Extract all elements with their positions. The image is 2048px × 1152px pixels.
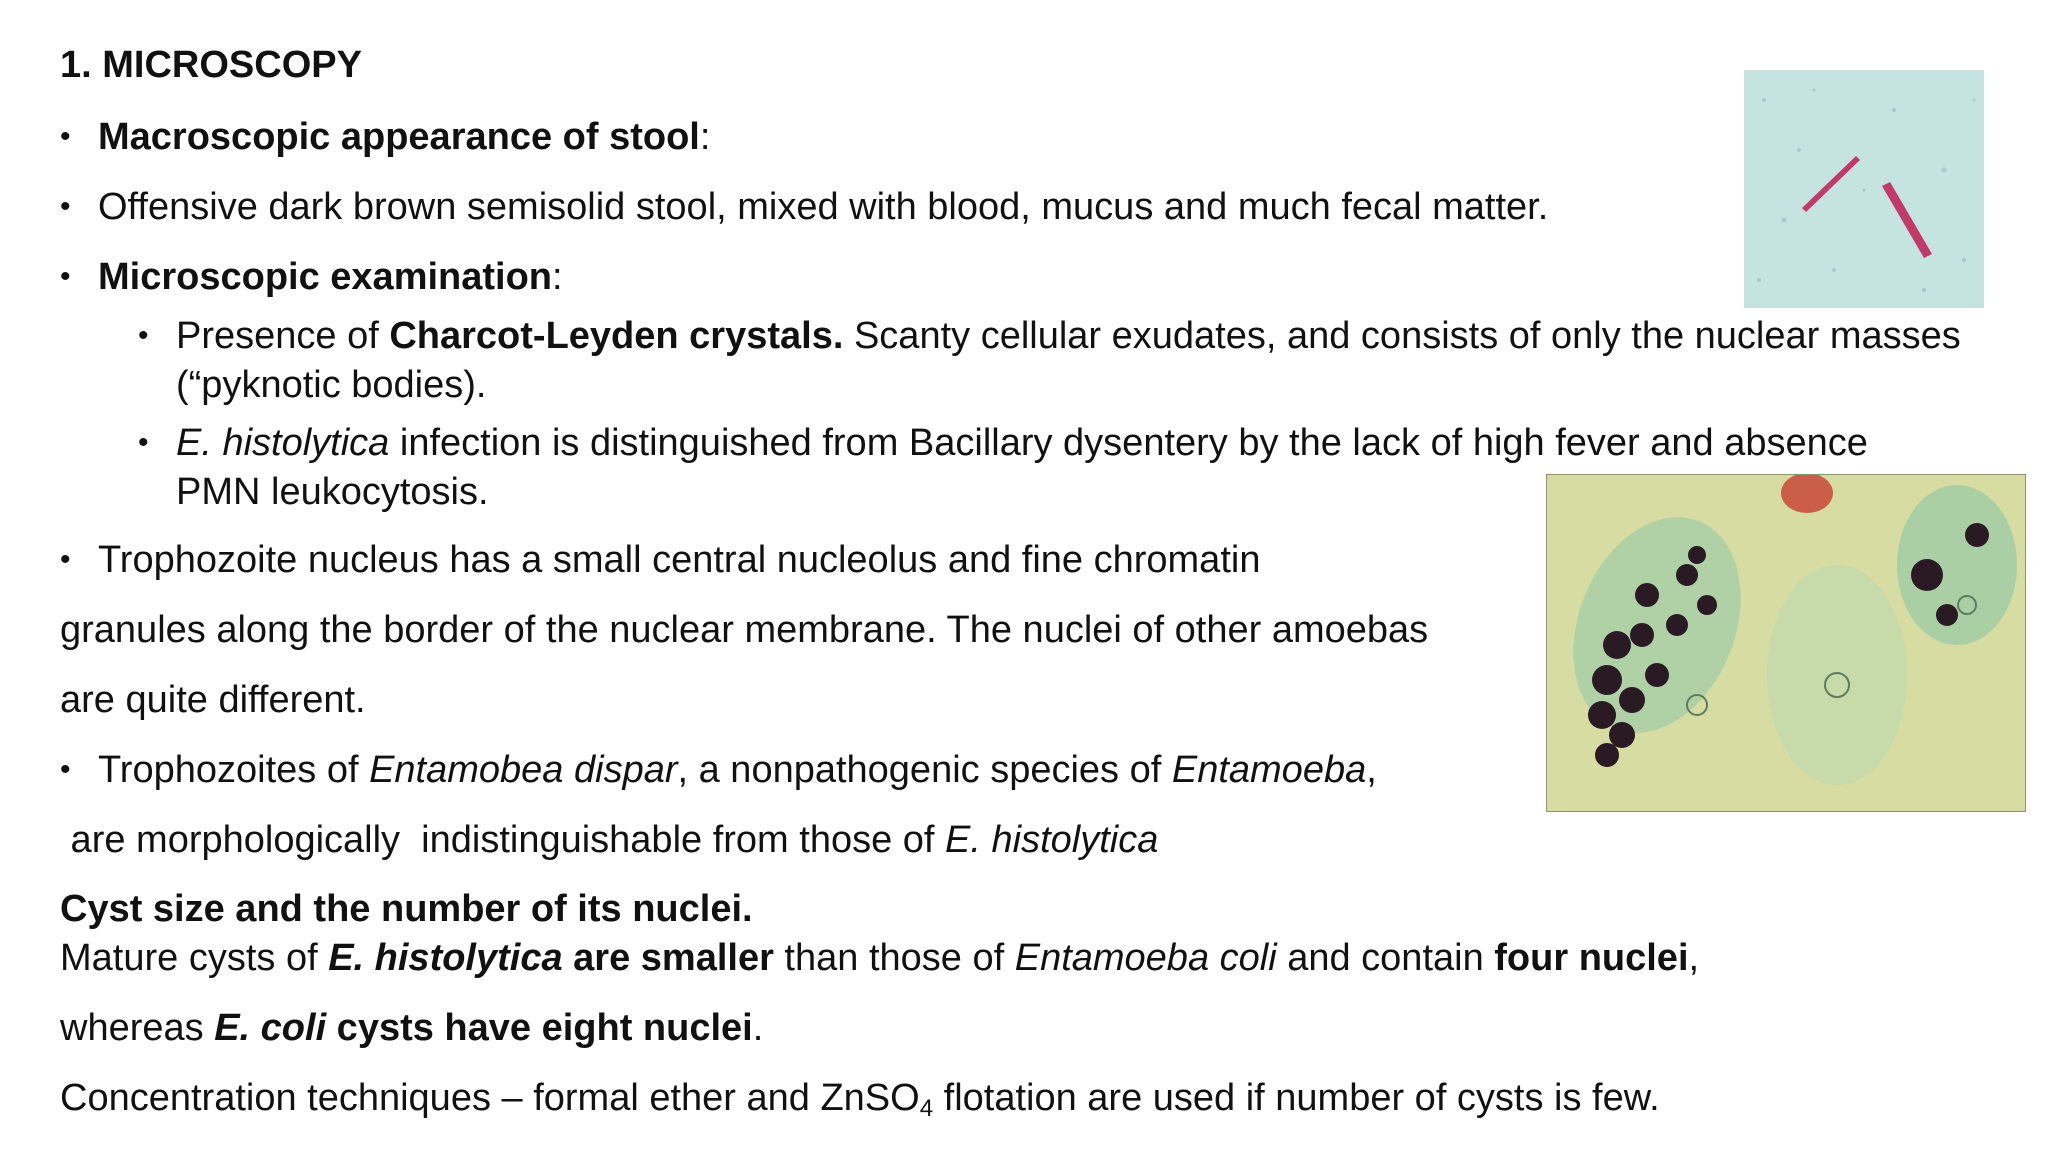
bullet-macroscopic: • Macroscopic appearance of stool: (60, 116, 711, 158)
bullet-icon: • (138, 426, 149, 459)
bullet-icon: • (60, 120, 71, 153)
charcot-leyden-crystals-image (1744, 70, 1984, 308)
sub-bullet-histolytica-distinction-cont: PMN leukocytosis. (176, 471, 489, 513)
entamoeba-dispar-cont: are morphologically indistinguishable from those of E. histolytica (60, 819, 1159, 861)
sub-bullet-charcot-leyden: • Presence of Charcot-Leyden crystals. Scanty cellular exudates, and consists of only the nuclear masses (138, 315, 1961, 357)
trophozoite-nucleus-cont-2: are quite different. (60, 679, 366, 721)
cyst-line-1: Mature cysts of E. histolytica are smaller than those of Entamoeba coli and contain four nuclei, (60, 937, 1700, 979)
bullet-stool-description: • Offensive dark brown semisolid stool, mixed with blood, mucus and much fecal matter. (60, 186, 1549, 228)
bullet-microscopic: • Microscopic examination: (60, 256, 563, 298)
bullet-icon: • (60, 753, 71, 786)
crystals-micrograph (1744, 70, 1984, 308)
bullet-icon: • (60, 190, 71, 223)
bullet-icon: • (60, 260, 71, 293)
page-title: 1. MICROSCOPY (60, 44, 362, 86)
bullet-icon: • (138, 319, 149, 352)
sub-bullet-histolytica-distinction: • E. histolytica infection is distinguished from Bacillary dysentery by the lack of high fever and absence (138, 422, 1868, 464)
trophozoite-micrograph (1547, 475, 2026, 812)
bullet-icon: • (60, 543, 71, 576)
cyst-middle (1767, 565, 1907, 785)
cyst-line-2: whereas E. coli cysts have eight nuclei. (60, 1007, 764, 1049)
trophozoite-micrograph-image (1546, 474, 2026, 812)
sub-bullet-charcot-leyden-cont: (“pyknotic bodies). (176, 364, 487, 406)
trophozoite-nucleus-cont-1: granules along the border of the nuclear membrane. The nuclei of other amoebas (60, 609, 1429, 651)
bullet-entamoeba-dispar: • Trophozoites of Entamobea dispar, a nonpathogenic species of Entamoeba, (60, 749, 1377, 791)
cyst-line-3: Concentration techniques – formal ether and ZnSO$_4$ flotation are used if number of cysts is few. (60, 1077, 1660, 1122)
bullet-trophozoite-nucleus: • Trophozoite nucleus has a small central nucleolus and fine chromatin (60, 539, 1261, 581)
cyst-heading: Cyst size and the number of its nuclei. (60, 888, 753, 930)
